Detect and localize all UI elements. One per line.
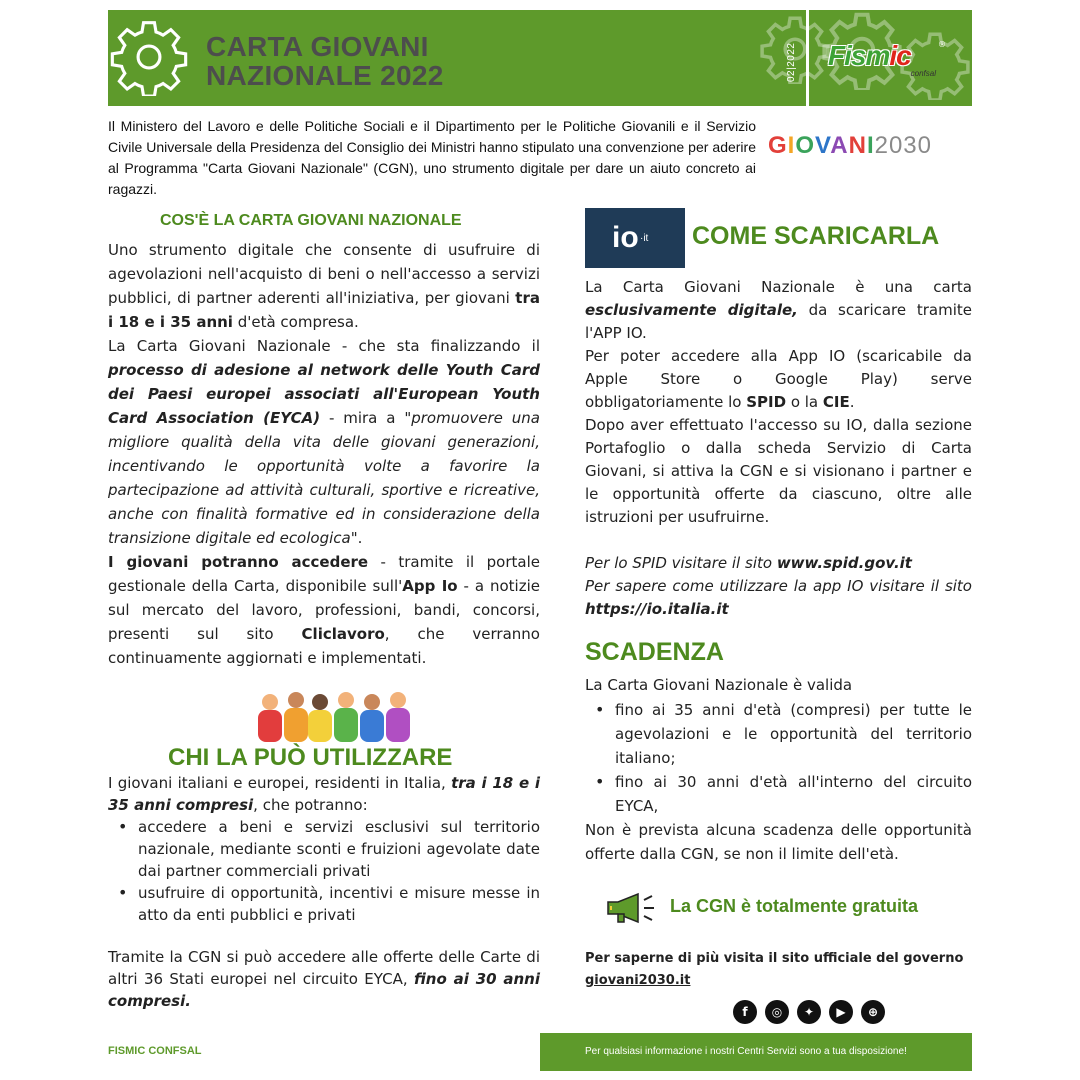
- scadenza-intro: La Carta Giovani Nazionale è valida: [585, 676, 853, 694]
- page-title: [206, 32, 444, 90]
- logo-main: Fism: [828, 40, 890, 71]
- chi-bullet-list: [108, 816, 540, 926]
- come-paragraph-2: Per poter accedere alla App IO (scaricabile da Apple Store o Google Play) serve obbligatoriamente lo SPID o la CIE.: [585, 347, 972, 411]
- more-info: Per saperne di più visita il sito ufficiale del governo giovani2030.it: [585, 948, 972, 992]
- list-item: • fino ai 30 anni d'età all'interno del circuito EYCA,: [585, 770, 972, 818]
- io-info: Per sapere come utilizzare la app IO visitare il sito https://io.italia.it: [585, 577, 972, 618]
- list-item: • fino ai 35 anni d'età (compresi) per tutte le agevolazioni e le opportunità del territorio italiano;: [585, 698, 972, 770]
- cos-paragraph-1: Uno strumento digitale che consente di usufruire di agevolazioni nell'acquisto di beni o nell'accesso a servizi pubblici, di partner aderenti all'iniziativa, per giovani tra i 18 e i 35 anni d'età compresa.: [108, 241, 540, 331]
- scadenza-end: Non è prevista alcuna scadenza delle opportunità offerte dalla CGN, se non il limite dell'età.: [585, 821, 972, 863]
- chi-paragraph: I giovani italiani e europei, residenti in Italia, tra i 18 e i 35 anni compresi, che potranno:: [108, 774, 540, 814]
- scadenza-bullet-list: [585, 698, 972, 818]
- dribbble-icon[interactable]: ⊕: [861, 1000, 885, 1024]
- come-paragraph-3: Dopo aver effettuato l'accesso su IO, dalla sezione Portafoglio o dalla scheda Servizio di Carta Giovani, si attiva la CGN e si visionano i partner e le opportunità offerte da ciascuno, oltre alle istruzioni per usufruirne.: [585, 416, 972, 526]
- free-banner: La CGN è totalmente gratuita: [670, 896, 919, 916]
- fismic-logo: [828, 40, 946, 78]
- facebook-icon[interactable]: f: [733, 1000, 757, 1024]
- social-icons: [733, 1000, 885, 1024]
- come-paragraph-1: La Carta Giovani Nazionale è una carta esclusivamente digitale, da scaricare tramite l'APP IO.: [585, 278, 972, 342]
- section-heading-scadenza: SCADENZA: [585, 638, 724, 666]
- list-item: • accedere a beni e servizi esclusivi sul territorio nazionale, mediante sconti e fruizioni agevolate date dai partner commerciali privati: [108, 816, 540, 882]
- logo-accent: ic: [889, 40, 911, 71]
- giovani2030-link[interactable]: giovani2030.it: [585, 973, 691, 988]
- twitter-icon[interactable]: ✦: [797, 1000, 821, 1024]
- section-heading-chi: CHI LA PUÒ UTILIZZARE: [168, 744, 453, 771]
- logo-sub: confsal: [910, 69, 936, 78]
- footer-brand: FISMIC CONFSAL: [108, 1045, 202, 1057]
- megaphone-icon: [606, 892, 662, 924]
- issue-date: 02|2022: [786, 42, 797, 82]
- spid-info: Per lo SPID visitare il sito www.spid.gov.it: [585, 554, 912, 572]
- io-logo-sub: ·it: [640, 233, 649, 244]
- list-item: • usufruire di opportunità, incentivi e misure messe in atto da enti pubblici e privati: [108, 882, 540, 926]
- title-line-2: NAZIONALE 2022: [206, 60, 444, 91]
- section-heading-come: COME SCARICARLA: [692, 222, 940, 250]
- instagram-icon[interactable]: ◎: [765, 1000, 789, 1024]
- title-line-1: CARTA GIOVANI: [206, 31, 429, 62]
- logo-registered: ®: [938, 40, 946, 49]
- gear-icon: [110, 18, 188, 96]
- io-logo-text: io: [612, 221, 639, 254]
- cos-paragraph-2: La Carta Giovani Nazionale - che sta finalizzando il processo di adesione al network delle Youth Card dei Paesi europei associati all'European Youth Card Association (EYCA) - mira a "promuovere una migliore qualità della vita delle giovani generazioni, incentivando le opportunità volte a favorire la partecipazione ad attività culturali, sportive e ricreative, anche con finalità formative ed in considerazione della transizione digitale ed ecologica".: [108, 337, 540, 547]
- giovani2030-logo: GIOVANI2030: [768, 132, 932, 159]
- intro-paragraph: Il Ministero del Lavoro e delle Politiche Sociali e il Dipartimento per le Politiche Giovanili e il Servizio Civile Universale della Presidenza del Consiglio dei Ministri hanno stipulato una convenzione per aderire al Programma "Carta Giovani Nazionale" (CGN), uno strumento digitale per dare un aiuto concreto ai ragazzi.: [108, 118, 756, 197]
- people-icon: [254, 690, 414, 742]
- youtube-icon[interactable]: ▶: [829, 1000, 853, 1024]
- footer-contact-text: Per qualsiasi informazione i nostri Centri Servizi sono a tua disposizione!: [585, 1046, 907, 1057]
- eyca-paragraph: Tramite la CGN si può accedere alle offerte delle Carte di altri 36 Stati europei nel circuito EYCA, fino ai 30 anni compresi.: [108, 948, 541, 1010]
- cos-paragraph-3: I giovani potranno accedere - tramite il portale gestionale della Carta, disponibile sull'App Io - a notizie sul mercato del lavoro, professioni, bandi, concorsi, presenti sul sito Cliclavoro, che verranno continuamente aggiornati e implementati.: [108, 553, 540, 667]
- section-heading-cos: COS'È LA CARTA GIOVANI NAZIONALE: [160, 212, 462, 229]
